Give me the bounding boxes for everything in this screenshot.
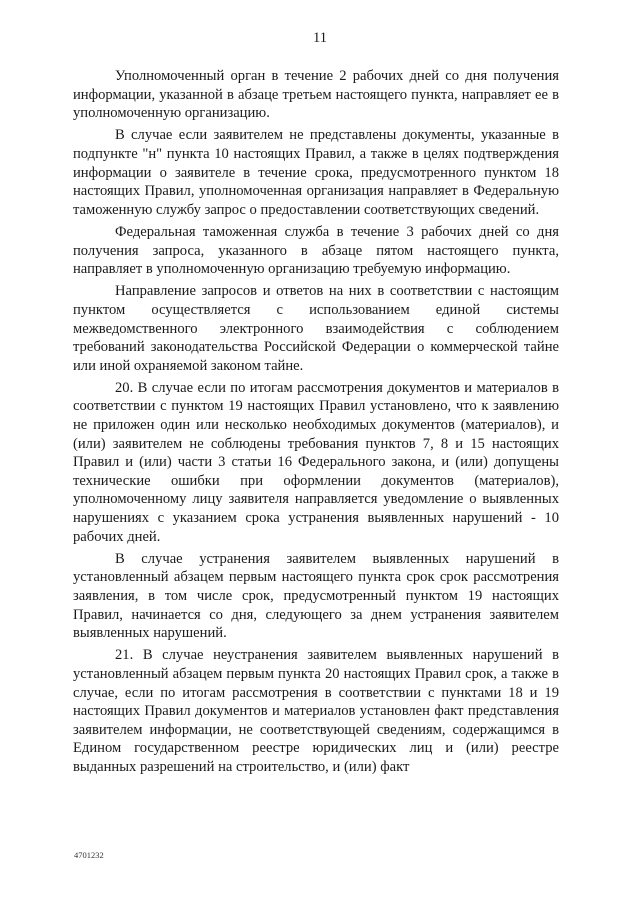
page-number: 11 [313,30,327,46]
document-body [73,67,559,780]
paragraph-2: В случае если заявителем не представлены документы, указанные в подпункте "н" пункта 10 настоящих Правил, а также в целях подтверждения информации о заявителе в течение срока, предусмотренного пунктом 18 настоящих Правил, уполномоченная организация направляет в Федеральную таможенную службу запрос о предоставлении соответствующих сведений. [73,127,559,218]
paragraph-1: Уполномоченный орган в течение 2 рабочих дней со дня получения информации, указанной в абзаце третьем настоящего пункта, направляет ее в уполномоченную организацию. [73,68,559,122]
paragraph-5: 20. В случае если по итогам рассмотрения документов и материалов в соответствии с пунктом 19 настоящих Правил установлено, что к заявлению не приложен один или несколько необходимых документов (материалов), и (или) заявителем не соблюдены требования пунктов 7, 8 и 15 настоящих Правил и (или) части 3 статьи 16 Федерального закона, и (или) допущены технические ошибки при оформлении документов (материалов), уполномоченному лицу заявителя направляется уведомление о выявленных нарушениях с указанием срока устранения выявленных нарушений - 10 рабочих дней. [73,379,559,545]
paragraph-4: Направление запросов и ответов на них в соответствии с настоящим пунктом осуществляется с использованием единой системы межведомственного электронного взаимодействия с соблюдением требований законодательства Российской Федерации о коммерческой тайне или иной охраняемой законом тайне. [73,283,559,374]
document-code: 4701232 [74,850,104,860]
paragraph-6: В случае устранения заявителем выявленных нарушений в установленный абзацем первым настоящего пункта срок срок рассмотрения заявления, в том числе срок, предусмотренный пунктом 19 настоящих Правил, начинается со дня, следующего за днем устранения заявителем выявленных нарушений. [73,550,559,642]
paragraph-3: Федеральная таможенная служба в течение 3 рабочих дней со дня получения запроса, указанного в абзаце пятом настоящего пункта, направляет в уполномоченную организацию требуемую информацию. [73,223,559,278]
paragraph-7: 21. В случае неустранения заявителем выявленных нарушений в установленный абзацем первым пункта 20 настоящих Правил срок, а также в случае, если по итогам рассмотрения в соответствии с пунктами 18 и 19 настоящих Правил документов и материалов установлен факт представления заявителем информации, не соответствующей сведениям, содержащимся в Едином государственном реестре юридических лиц и (или) реестре выданных разрешений на строительство, и (или) факт [73,647,559,775]
